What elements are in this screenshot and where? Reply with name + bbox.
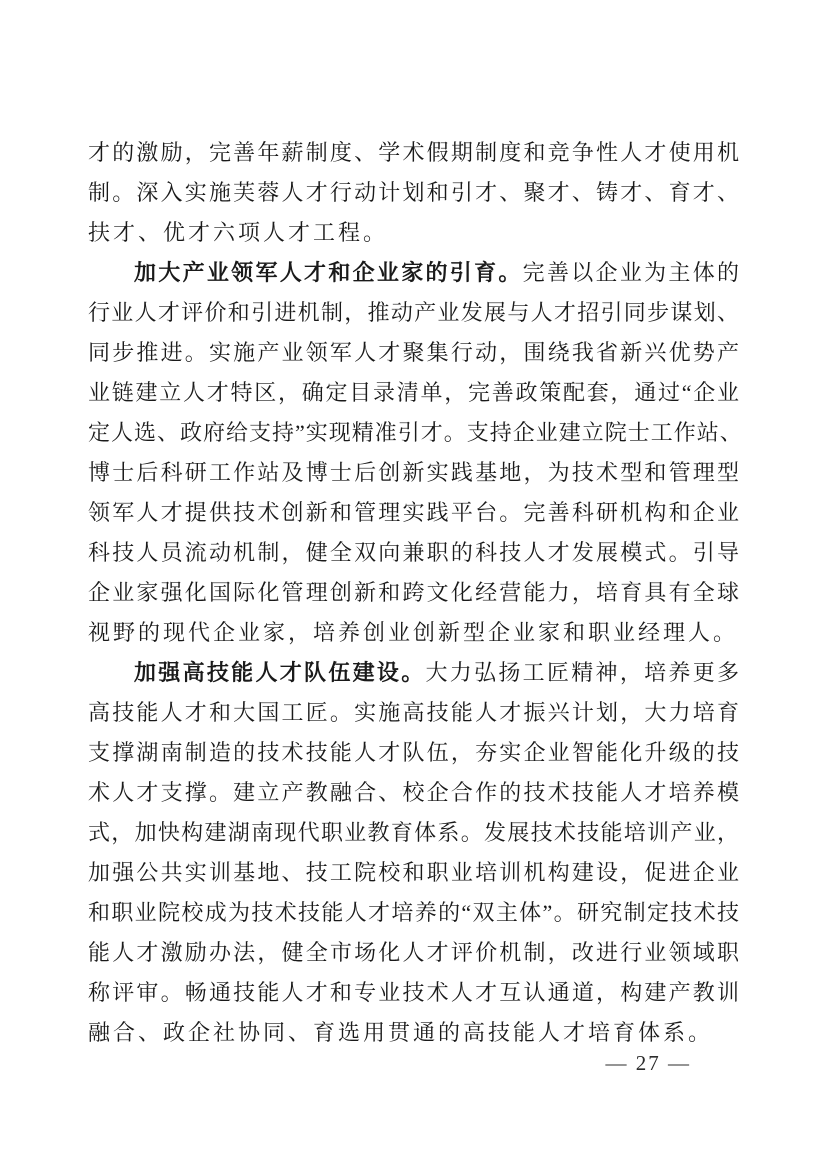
body-line	[88, 253, 740, 293]
body-line	[88, 653, 740, 693]
line-text: 科技人员流动机制，健全双向兼职的科技人才发展模式。引导	[88, 540, 740, 565]
line-text: 同步推进。实施产业领军人才聚集行动，围绕我省新兴优势产	[88, 340, 740, 365]
line-text: 行业人才评价和引进机制，推动产业发展与人才招引同步谋划、	[88, 300, 740, 325]
line-text: 领军人才提供技术创新和管理实践平台。完善科研机构和企业	[88, 500, 740, 525]
body-line	[88, 973, 740, 1013]
body-line	[88, 613, 740, 653]
line-text: 完善以企业为主体的	[522, 260, 740, 285]
body-line	[88, 733, 740, 773]
line-text: 视野的现代企业家，培养创业创新型企业家和职业经理人。	[88, 620, 739, 645]
line-text: 术人才支撑。建立产教融合、校企合作的技术技能人才培养模	[88, 780, 740, 805]
line-text: 大力弘扬工匠精神，培养更多	[425, 660, 740, 685]
line-text: 能人才激励办法，健全市场化人才评价机制，改进行业领域职	[88, 940, 740, 965]
line-text: 支撑湖南制造的技术技能人才队伍，夯实企业智能化升级的技	[88, 740, 740, 765]
body-line	[88, 413, 743, 453]
body-line	[88, 173, 740, 213]
line-text: 业链建立人才特区，确定目录清单，完善政策配套，通过“企业	[88, 380, 740, 405]
body-line	[88, 693, 740, 733]
body-line	[88, 1013, 740, 1053]
line-text: 式，加快构建湖南现代职业教育体系。发展技术技能培训产业，	[88, 820, 740, 845]
body-line	[88, 333, 740, 373]
body-line	[88, 773, 740, 813]
body-line	[88, 133, 740, 173]
body-line	[88, 893, 740, 933]
line-text: 称评审。畅通技能人才和专业技术人才互认通道，构建产教训	[88, 980, 740, 1005]
body-line	[88, 213, 740, 253]
body-line	[88, 293, 740, 333]
line-text: 加强公共实训基地、技工院校和职业培训机构建设，促进企业	[88, 860, 740, 885]
line-text: 才的激励，完善年薪制度、学术假期制度和竞争性人才使用机	[88, 140, 740, 165]
body-line	[88, 453, 740, 493]
body-line	[88, 813, 740, 853]
line-text: 制。深入实施芙蓉人才行动计划和引才、聚才、铸才、育才、	[88, 180, 740, 205]
line-text: 扶才、优才六项人才工程。	[88, 220, 389, 245]
line-text: 融合、政企社协同、育选用贯通的高技能人才培育体系。	[88, 1020, 714, 1045]
page-number: — 27 —	[605, 1051, 691, 1075]
body-line	[88, 493, 740, 533]
line-text: 博士后科研工作站及博士后创新实践基地，为技术型和管理型	[88, 460, 740, 485]
body-line	[88, 373, 740, 413]
text-block	[88, 133, 743, 1053]
line-text: 高技能人才和大国工匠。实施高技能人才振兴计划，大力培育	[88, 700, 740, 725]
body-line	[88, 933, 740, 973]
paragraph-lead: 加强高技能人才队伍建设。	[134, 660, 426, 685]
paragraph-lead: 加大产业领军人才和企业家的引育。	[134, 260, 523, 285]
line-text: 企业家强化国际化管理创新和跨文化经营能力，培育具有全球	[88, 580, 740, 605]
line-text: 定人选、政府给支持”实现精准引才。支持企业建立院士工作站、	[88, 420, 743, 445]
line-text: 和职业院校成为技术技能人才培养的“双主体”。研究制定技术技	[88, 900, 740, 925]
body-line	[88, 573, 740, 613]
body-line	[88, 853, 740, 893]
body-line	[88, 533, 740, 573]
